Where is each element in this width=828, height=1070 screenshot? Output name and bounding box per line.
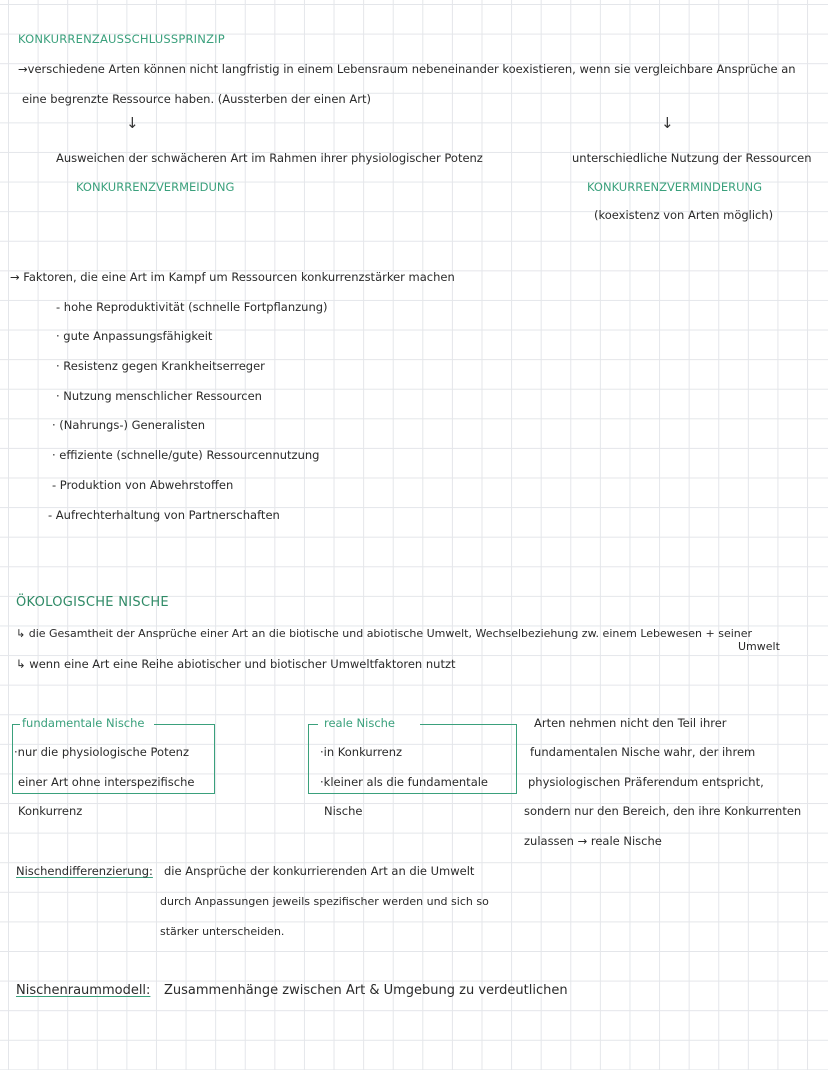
side-note-line: Arten nehmen nicht den Teil ihrer: [534, 716, 727, 730]
fundamental-niche-line: Konkurrenz: [18, 804, 83, 818]
arrow-down-icon: ↓: [126, 114, 139, 132]
label-competition-reduction: KONKURRENZVERMINDERUNG: [587, 180, 763, 194]
real-niche-title: reale Nische: [324, 716, 395, 730]
factor-item: · gute Anpassungsfähigkeit: [56, 329, 213, 343]
factors-intro: → Faktoren, die eine Art im Kampf um Ressourcen konkurrenzstärker machen: [10, 270, 455, 284]
coexistence-note: (koexistenz von Arten möglich): [594, 208, 774, 222]
section-title-competitive-exclusion: KONKURRENZAUSSCHLUSSPRINZIP: [18, 32, 225, 46]
section-title-ecological-niche: ÖKOLOGISCHE NISCHE: [16, 595, 169, 610]
principle-text-line-2: eine begrenzte Ressource haben. (Aussterben der einen Art): [22, 92, 371, 106]
niche-definition-1-continued: Umwelt: [738, 640, 780, 653]
term-niche-space-model: Nischenraummodell:: [16, 983, 151, 998]
label-competition-avoidance: KONKURRENZVERMEIDUNG: [76, 180, 235, 194]
niche-space-model-text: Zusammenhänge zwischen Art & Umgebung zu verdeutlichen: [164, 983, 568, 998]
principle-text-line-1: →verschiedene Arten können nicht langfristig in einem Lebensraum nebeneinander koexistieren, wenn sie vergleichbare Ansprüche an: [18, 62, 796, 76]
factor-item: · (Nahrungs-) Generalisten: [52, 418, 206, 432]
avoidance-description: Ausweichen der schwächeren Art im Rahmen ihrer physiologischer Potenz: [56, 151, 483, 165]
reduction-description: unterschiedliche Nutzung der Ressourcen: [572, 151, 812, 165]
factor-item: - Produktion von Abwehrstoffen: [52, 478, 234, 492]
box-top-border: [308, 724, 318, 725]
factor-item: - Aufrechterhaltung von Partnerschaften: [48, 508, 280, 522]
factor-item: · effiziente (schnelle/gute) Ressourcennutzung: [52, 448, 320, 462]
niche-definition-1: ↳ die Gesamtheit der Ansprüche einer Art an die biotische und abiotische Umwelt, Wechselbeziehung zw. einem Lebewesen + seiner: [16, 627, 753, 640]
differentiation-line: stärker unterscheiden.: [160, 925, 285, 938]
side-note-line: zulassen → reale Nische: [524, 834, 662, 848]
niche-definition-2: ↳ wenn eine Art eine Reihe abiotischer und biotischer Umweltfaktoren nutzt: [16, 657, 456, 671]
side-note-line: fundamentalen Nische wahr, der ihrem: [530, 745, 756, 759]
term-niche-differentiation: Nischendifferenzierung:: [16, 864, 153, 878]
factor-item: · Nutzung menschlicher Ressourcen: [56, 389, 262, 403]
real-niche-line: ·in Konkurrenz: [320, 745, 403, 759]
box-top-border: [12, 724, 20, 725]
fundamental-niche-line: einer Art ohne interspezifische: [18, 775, 195, 789]
real-niche-line: Nische: [324, 804, 363, 818]
box-top-border: [154, 724, 214, 725]
side-note-line: physiologischen Präferendum entspricht,: [528, 775, 764, 789]
fundamental-niche-line: ·nur die physiologische Potenz: [14, 745, 189, 759]
differentiation-line: die Ansprüche der konkurrierenden Art an die Umwelt: [164, 864, 475, 878]
differentiation-line: durch Anpassungen jeweils spezifischer werden und sich so: [160, 895, 489, 908]
arrow-down-icon: ↓: [661, 114, 674, 132]
factor-item: · Resistenz gegen Krankheitserreger: [56, 359, 265, 373]
real-niche-line: ·kleiner als die fundamentale: [320, 775, 489, 789]
factor-item: - hohe Reproduktivität (schnelle Fortpflanzung): [56, 300, 328, 314]
side-note-line: sondern nur den Bereich, den ihre Konkurrenten: [524, 804, 802, 818]
box-top-border: [420, 724, 516, 725]
fundamental-niche-title: fundamentale Nische: [22, 716, 145, 730]
